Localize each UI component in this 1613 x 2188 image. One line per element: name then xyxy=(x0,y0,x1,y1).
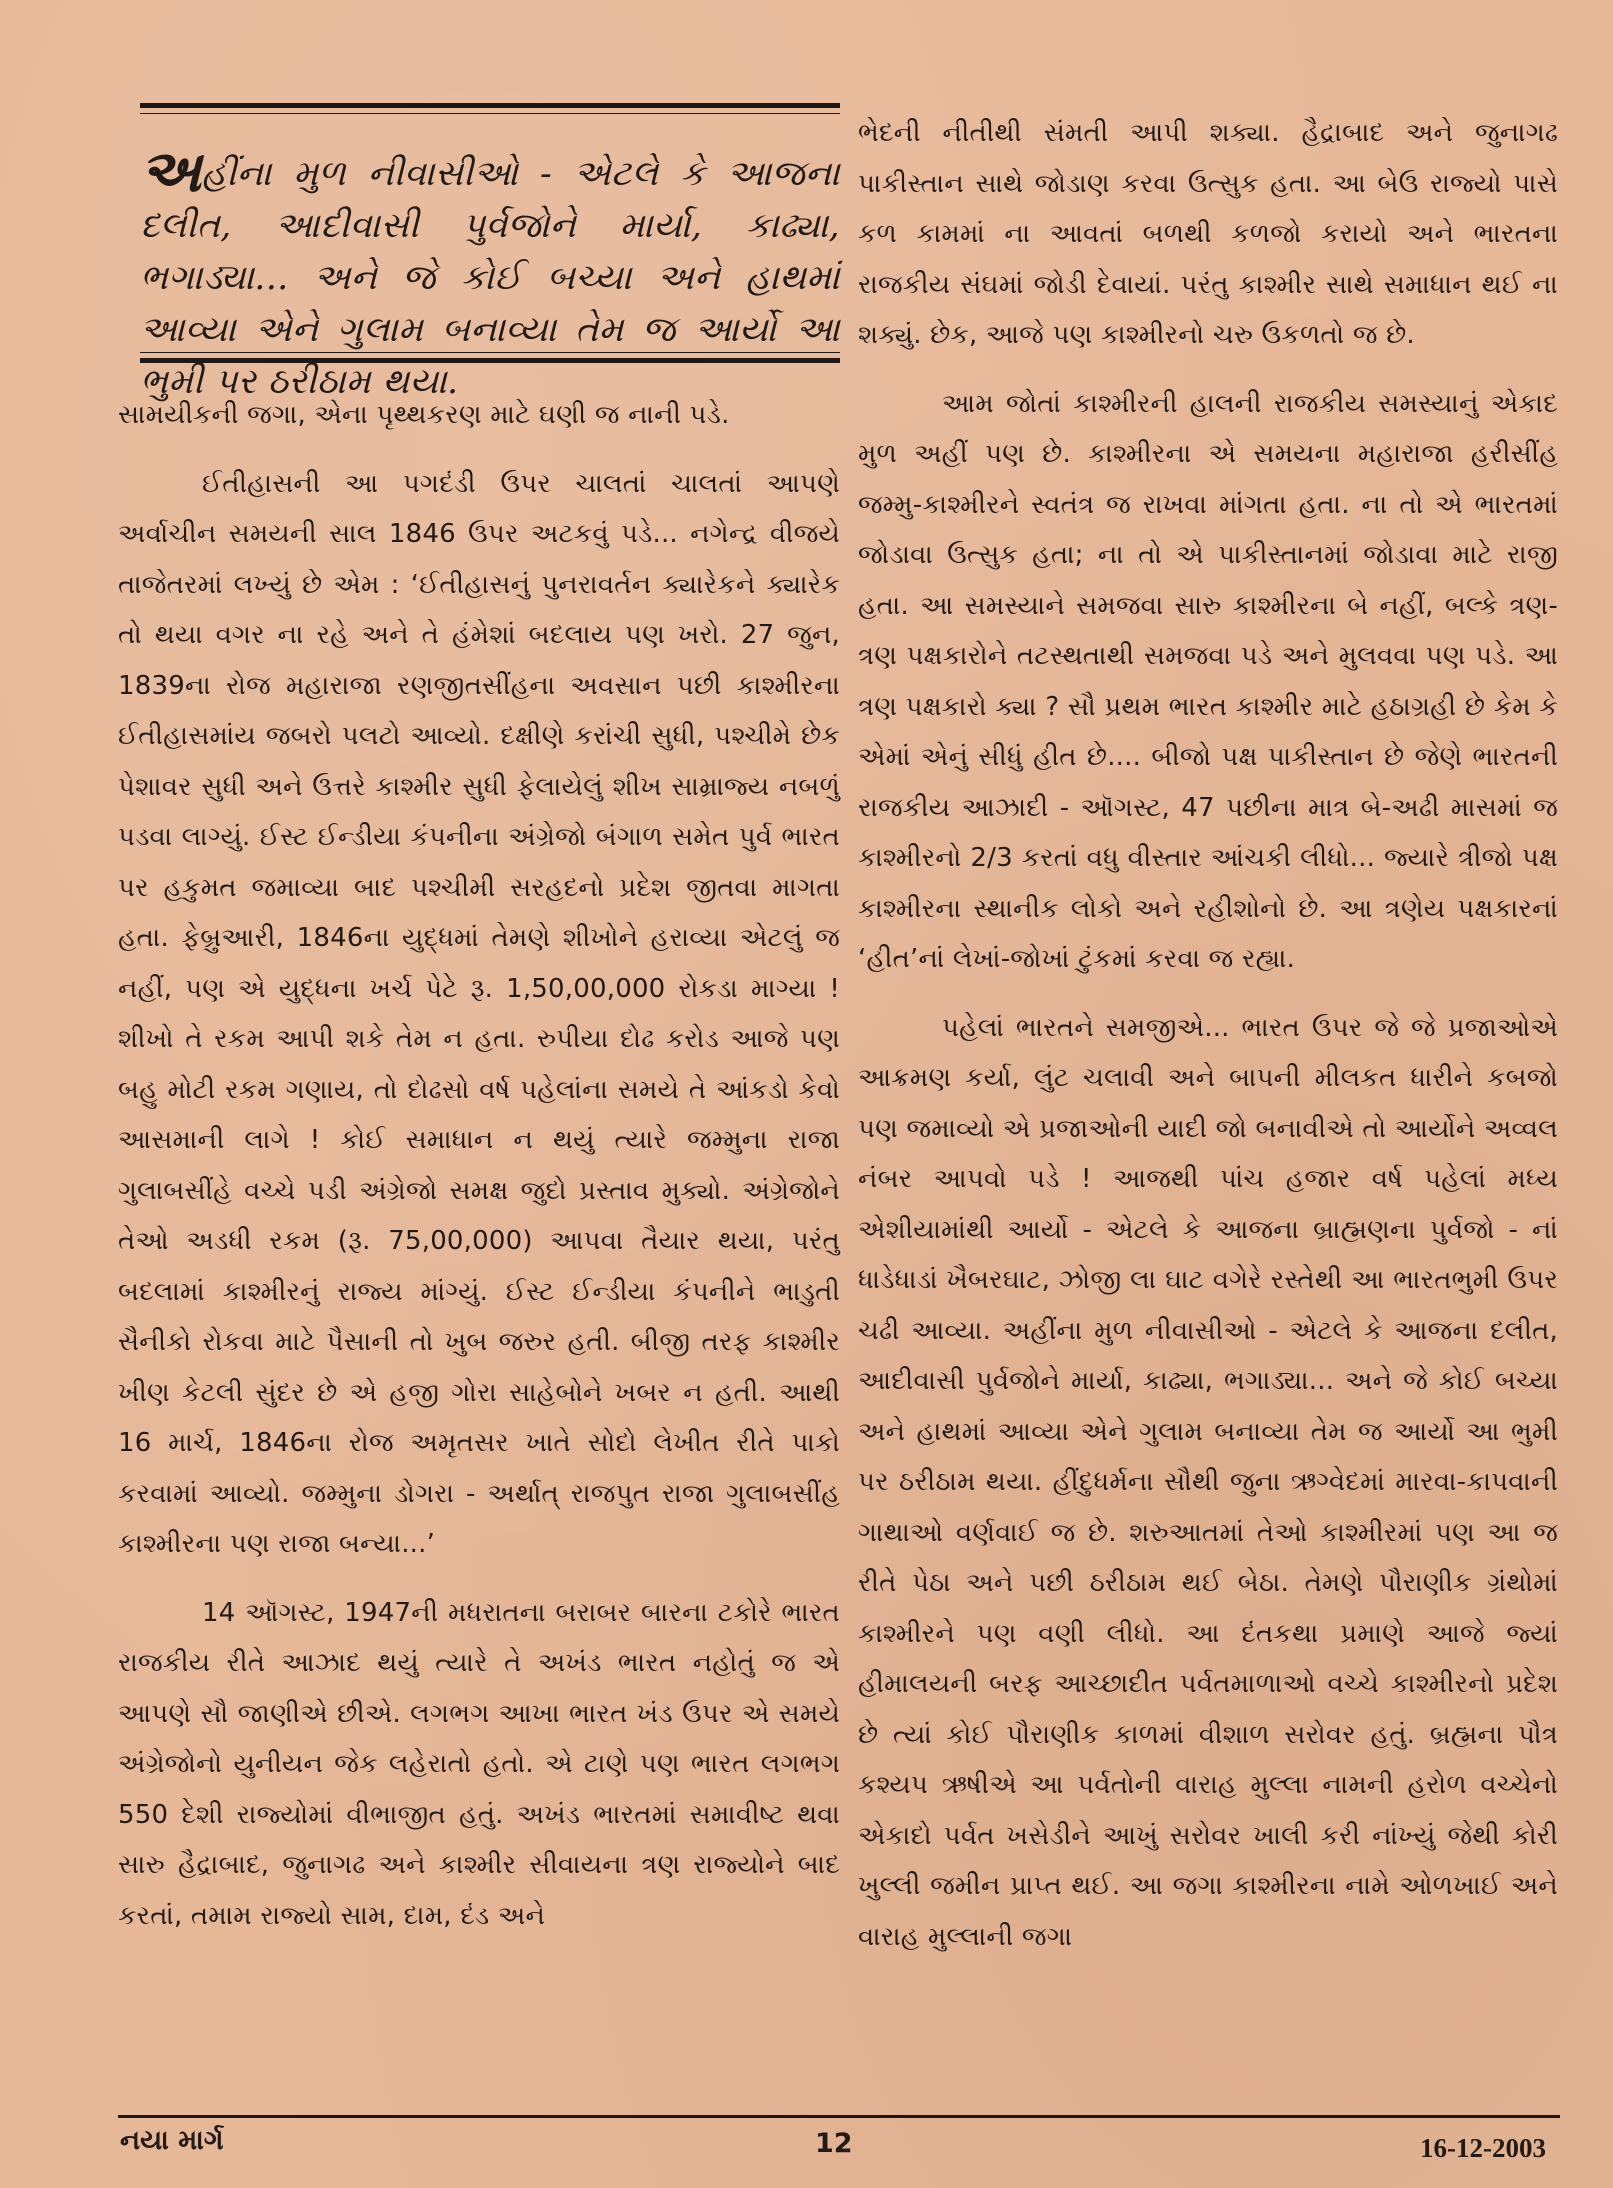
left-paragraph-2: ઈતીહાસની આ પગદંડી ઉપર ચાલતાં ચાલતાં આપણે અર્વાચીન સમયની સાલ 1846 ઉપર અટકવું પડે... નગેન્દ્ર વીજયે તાજેતરમાં લખ્યું છે એમ : ‘ઈતીહાસનું પુનરાવર્તન ક્યારેકને ક્યારેક તો થયા વગર ના રહે અને તે હંમેશાં બદલાય પણ ખરો. 27 જુન, 1839ના રોજ મહારાજા રણજીતસીંહના અવસાન પછી કાશ્મીરના ઈતીહાસમાંય જબરો પલટો આવ્યો. દક્ષીણે કરાંચી સુધી, પશ્ચીમે છેક પેશાવર સુધી અને ઉત્તરે કાશ્મીર સુધી ફેલાયેલું શીખ સામ્રાજ્ય નબળું પડવા લાગ્યું. ઈસ્ટ ઈન્ડીયા કંપનીના અંગ્રેજો બંગાળ સમેત પુર્વ ભારત પર હકુમત જમાવ્યા બાદ પશ્ચીમી સરહદનો પ્રદેશ જીતવા માગતા હતા. ફેબ્રુઆરી, 1846ના યુદ્ધમાં તેમણે શીખોને હરાવ્યા એટલું જ નહીં, પણ એ યુદ્ધના ખર્ચ પેટે રૂ. 1,50,00,000 રોકડા માગ્યા ! શીખો તે રકમ આપી શકે તેમ ન હતા. રુપીયા દોઢ કરોડ આજે પણ બહુ મોટી રકમ ગણાય, તો દોઢસો વર્ષ પહેલાંના સમયે તે આંકડો કેવો આસમાની લાગે ! કોઈ સમાધાન ન થયું ત્યારે જમ્મુના રાજા ગુલાબસીંહે વચ્ચે પડી અંગ્રેજો સમક્ષ જુદો પ્રસ્તાવ મુક્યો. અંગ્રેજોને તેઓ અડધી રકમ (રૂ. 75,00,000) આપવા તૈયાર થયા, પરંતુ બદલામાં કાશ્મીરનું રાજ્ય માંગ્યું. ઈસ્ટ ઈન્ડીયા કંપનીને ભાડુતી સૈનીકો રોકવા માટે પૈસાની તો ખુબ જરુર હતી. બીજી તરફ કાશ્મીર ખીણ કેટલી સુંદર છે એ હજી ગોરા સાહેબોને ખબર ન હતી. આથી 16 માર્ચ, 1846ના રોજ અમૃતસર ખાતે સોદો લેખીત રીતે પાકો કરવામાં આવ્યો. જમ્મુના ડોગરા - અર્થાત્ રાજપુત રાજા ગુલાબસીંહ કાશ્મીરના પણ રાજા બન્યા...’ xyxy=(118,468,840,1559)
left-paragraph-1: સામયીકની જગા, એના પૃથ્થકરણ માટે ઘણી જ નાની પડે. xyxy=(118,400,730,430)
right-paragraph-3: પહેલાં ભારતને સમજીએ... ભારત ઉપર જે જે પ્રજાઓએ આક્રમણ કર્યા, લુંટ ચલાવી અને બાપની મીલકત ધારીને કબજો પણ જમાવ્યો એ પ્રજાઓની યાદી જો બનાવીએ તો આર્યોને અવ્વલ નંબર આપવો પડે ! આજથી પાંચ હજાર વર્ષ પહેલાં મધ્ય એશીયામાંથી આર્યો - એટલે કે આજના બ્રાહ્મણના પુર્વજો - નાં ધાડેધાડાં ખૈબરઘાટ, ઝોજી લા ઘાટ વગેરે રસ્તેથી આ ભારતભુમી ઉપર ચઢી આવ્યા. અહીંના મુળ નીવાસીઓ - એટલે કે આજના દલીત, આદીવાસી પુર્વજોને માર્યા, કાઢ્યા, ભગાડ્યા... અને જે કોઈ બચ્યા અને હાથમાં આવ્યા એને ગુલામ બનાવ્યા તેમ જ આર્યો આ ભુમી પર ઠરીઠામ થયા. હીંદુધર્મના સૌથી જુના ઋગ્વેદમાં મારવા-કાપવાની ગાથાઓ વર્ણવાઈ જ છે. શરુઆતમાં તેઓ કાશ્મીરમાં પણ આ જ રીતે પેઠા અને પછી ઠરીઠામ થઈ બેઠા. તેમણે પૌરાણીક ગ્રંથોમાં કાશ્મીરને પણ વણી લીધો. આ દંતકથા પ્રમાણે આજે જ્યાં હીમાલયની બરફ આચ્છાદીત પર્વતમાળાઓ વચ્ચે કાશ્મીરનો પ્રદેશ છે ત્યાં કોઈ પૌરાણીક કાળમાં વીશાળ સરોવર હતું. બ્રહ્મના પૌત્ર કશ્યપ ઋષીએ આ પર્વતોની વારાહ મુલ્લા નામની હરોળ વચ્ચેનો એકાદો પર્વત ખસેડીને આખું સરોવર ખાલી કરી નાંખ્યું જેથી કોરી ખુલ્લી જમીન પ્રાપ્ત થઈ. આ જગા કાશ્મીરના નામે ઓળખાઈ અને વારાહ મુલ્લાની જગા xyxy=(858,1012,1558,1952)
left-paragraph-3: 14 ઑગસ્ટ, 1947ની મધરાતના બરાબર બારના ટકોરે ભારત રાજકીય રીતે આઝાદ થયું ત્યારે તે અખંડ ભારત નહોતું જ એ આપણે સૌ જાણીએ છીએ. લગભગ આખા ભારત ખંડ ઉપર એ સમયે અંગ્રેજોનો યુનીયન જેક લહેરાતો હતો. એ ટાણે પણ ભારત લગભગ 550 દેશી રાજ્યોમાં વીભાજીત હતું. અખંડ ભારતમાં સમાવીષ્ટ થવા સારુ હૈદ્રાબાદ, જુનાગઢ અને કાશ્મીર સીવાયના ત્રણ રાજ્યોને બાદ કરતાં, તમામ રાજ્યો સામ, દામ, દંડ અને xyxy=(118,1597,840,1931)
page-number: 12 xyxy=(815,2128,853,2159)
pull-quote-body: હીંના મુળ નીવાસીઓ - એટલે કે આજના દલીત, આદીવાસી પુર્વજોને માર્યા, કાઢ્યા, ભગાડ્યા... અને જે કોઈ બચ્યા અને હાથમાં આવ્યા એને ગુલામ બનાવ્યા તેમ જ આર્યો આ ભુમી પર ઠરીઠામ થયા. xyxy=(140,154,840,402)
right-column xyxy=(858,108,1558,1962)
footer-rule xyxy=(118,2115,1560,2118)
right-paragraph-2: આમ જોતાં કાશ્મીરની હાલની રાજકીય સમસ્યાનું એકાદ મુળ અહીં પણ છે. કાશ્મીરના એ સમયના મહારાજા હરીસીંહ જમ્મુ-કાશ્મીરને સ્વતંત્ર જ રાખવા માંગતા હતા. ના તો એ ભારતમાં જોડાવા ઉત્સુક હતા; ના તો એ પાકીસ્તાનમાં જોડાવા માટે રાજી હતા. આ સમસ્યાને સમજવા સારુ કાશ્મીરના બે નહીં, બલ્કે ત્રણ-ત્રણ પક્ષકારોને તટસ્થતાથી સમજવા પડે અને મુલવવા પણ પડે. આ ત્રણ પક્ષકારો ક્યા ? સૌ પ્રથમ ભારત કાશ્મીર માટે હઠાગ્રહી છે કેમ કે એમાં એનું સીધું હીત છે.... બીજો પક્ષ પાકીસ્તાન છે જેણે ભારતની રાજકીય આઝાદી - ઑગસ્ટ, 47 પછીના માત્ર બે-અઢી માસમાં જ કાશ્મીરનો 2/3 કરતાં વધુ વીસ્તાર આંચકી લીધો... જ્યારે ત્રીજો પક્ષ કાશ્મીરના સ્થાનીક લોકો અને રહીશોનો છે. આ ત્રણેય પક્ષકારનાં ‘હીત’નાં લેખાં-જોખાં ટુંકમાં કરવા જ રહ્યા. xyxy=(858,388,1558,974)
pull-quote xyxy=(140,103,840,402)
left-column xyxy=(118,390,840,1941)
pull-quote-text xyxy=(140,137,840,408)
right-paragraph-1: ભેદની નીતીથી સંમતી આપી શક્યા. હૈદ્રાબાદ અને જુનાગઢ પાકીસ્તાન સાથે જોડાણ કરવા ઉત્સુક હતા. આ બેઉ રાજ્યો પાસે કળ કામમાં ના આવતાં બળથી કળજો કરાયો અને ભારતના રાજકીય સંઘમાં જોડી દેવાયાં. પરંતુ કાશ્મીર સાથે સમાધાન થઈ ના શક્યું. છેક, આજે પણ કાશ્મીરનો ચરુ ઉકળતો જ છે. xyxy=(858,118,1558,350)
drop-cap: અ xyxy=(140,137,202,205)
issue-date: 16-12-2003 xyxy=(1420,2133,1546,2163)
publication-name: નયા માર્ગ xyxy=(120,2125,224,2156)
